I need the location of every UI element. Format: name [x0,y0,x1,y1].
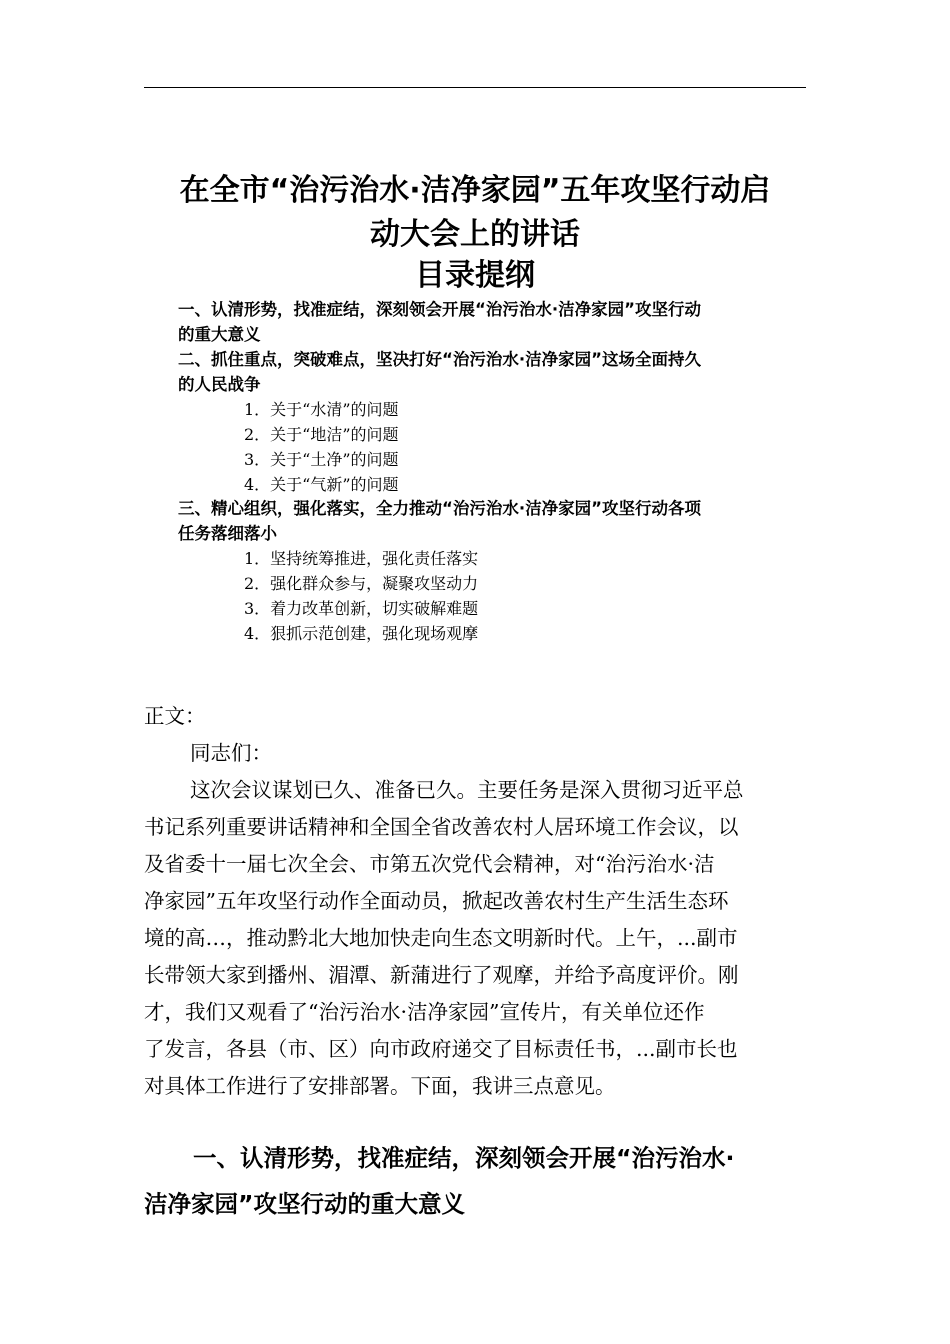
section-heading-1-line-2: 洁净家园”攻坚行动的重大意义 [144,1190,465,1218]
toc-item: 2．关于“地洁”的问题 [244,425,399,444]
paragraph-line: 境的高…，推动黔北大地加快走向生态文明新时代。上午，...副市 [144,926,738,950]
toc-section-2-line-1: 二、抓住重点，突破难点，坚决打好“治污治水·洁净家园”这场全面持久 [178,350,701,369]
toc-item: 4．关于“气新”的问题 [244,475,399,494]
toc-section-3-line-1: 三、精心组织，强化落实，全力推动“治污治水·洁净家园”攻坚行动各项 [178,499,701,518]
paragraph-line: 这次会议谋划已久、准备已久。主要任务是深入贯彻习近平总 [190,778,744,802]
paragraph-line: 对具体工作进行了安排部署。下面，我讲三点意见。 [144,1074,616,1098]
toc-item: 1．坚持统筹推进，强化责任落实 [244,549,479,568]
toc-item: 4．狠抓示范创建，强化现场观摩 [244,624,479,643]
toc-item: 2．强化群众参与，凝聚攻坚动力 [244,574,479,593]
top-rule [144,87,806,88]
toc-section-2-line-2: 的人民战争 [178,375,261,394]
paragraph-line: 才，我们又观看了“治污治水·洁净家园”宣传片，有关单位还作 [144,1000,705,1024]
toc-section-1-line-2: 的重大意义 [178,325,261,344]
toc-section-1-line-1: 一、认清形势，找准症结，深刻领会开展“治污治水·洁净家园”攻坚行动 [178,300,701,319]
salutation: 同志们： [190,741,272,765]
toc-title: 目录提纲 [415,258,535,293]
document-title-line-1: 在全市“治污治水·洁净家园”五年攻坚行动启 [179,173,771,208]
paragraph-line: 净家园”五年攻坚行动作全面动员，掀起改善农村生产生活生态环 [144,889,729,913]
paragraph-line: 长带领大家到播州、湄潭、新蒲进行了观摩，并给予高度评价。刚 [144,963,739,987]
toc-section-3-line-2: 任务落细落小 [178,524,277,543]
body-label: 正文： [144,704,206,728]
paragraph-line: 了发言，各县（市、区）向市政府递交了目标责任书，...副市长也 [144,1037,738,1061]
paragraph-line: 书记系列重要讲话精神和全国全省改善农村人居环境工作会议，以 [144,815,739,839]
document-title-line-2: 动大会上的讲话 [370,217,580,252]
toc-item: 1．关于“水清”的问题 [244,400,399,419]
section-heading-1-line-1: 一、认清形势，找准症结，深刻领会开展“治污治水· [193,1144,735,1172]
toc-item: 3．关于“土净”的问题 [244,450,399,469]
toc-item: 3．着力改革创新，切实破解难题 [244,599,479,618]
paragraph-line: 及省委十一届七次全会、市第五次党代会精神，对“治污治水·洁 [144,852,715,876]
